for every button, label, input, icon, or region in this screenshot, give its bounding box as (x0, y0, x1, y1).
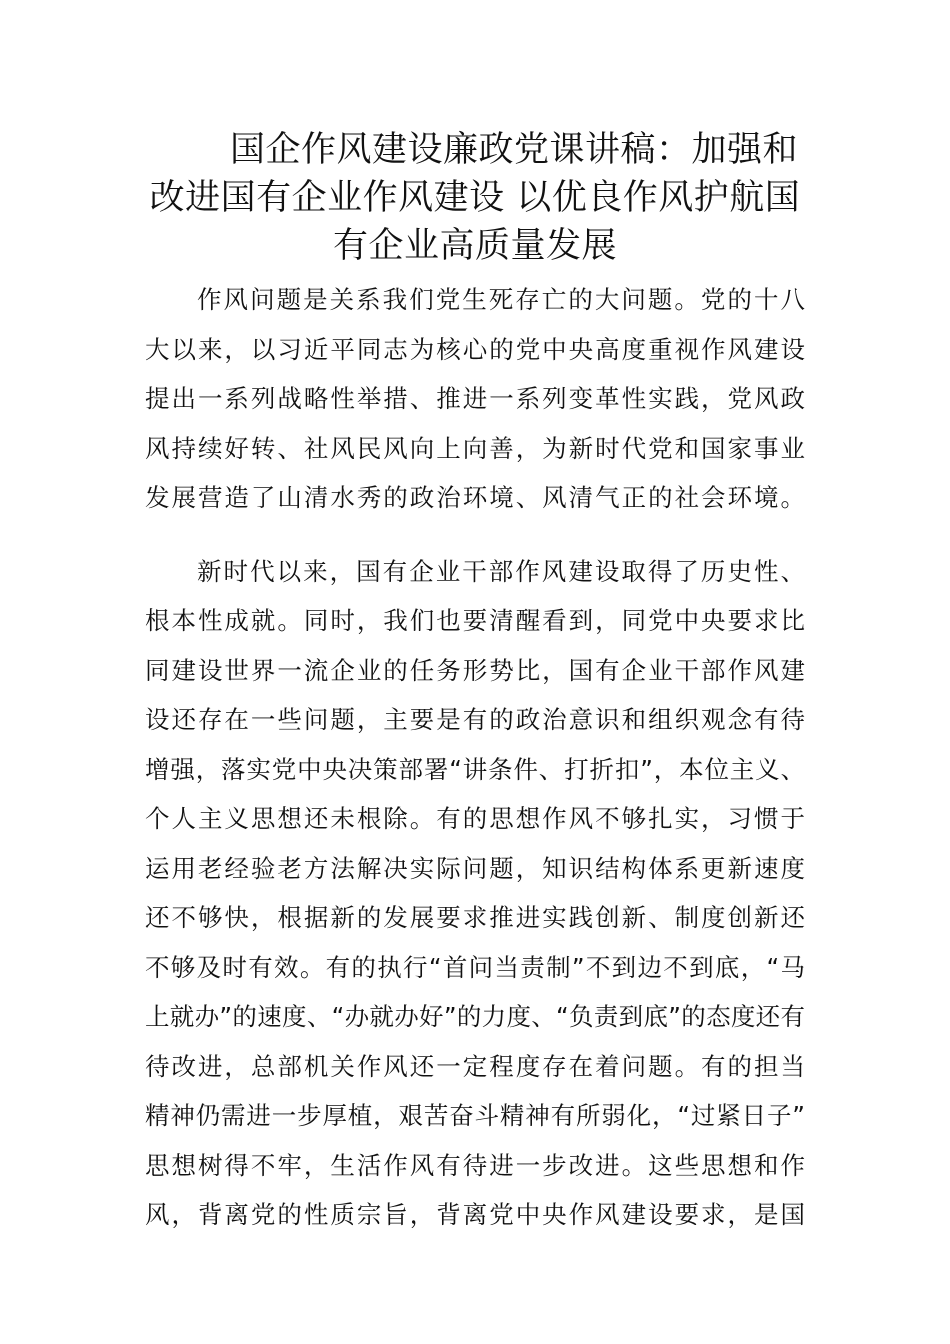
text-line: 大以来，以习近平同志为核心的党中央高度重视作风建设 (145, 334, 805, 364)
text-line: 发展营造了山清水秀的政治环境、风清气正的社会环境。 (145, 483, 805, 512)
text-line: 提出一系列战略性举措、推进一系列变革性实践，党风政 (145, 384, 805, 413)
text-line: 运用老经验老方法解决实际问题，知识结构体系更新速度 (145, 853, 805, 883)
text-line: 根本性成就。同时，我们也要清醒看到，同党中央要求比 (145, 606, 805, 635)
text-line: 增强，落实党中央决策部署“讲条件、打折扣”，本位主义、 (145, 754, 805, 784)
text-line (145, 275, 805, 325)
title-line: 有企业高质量发展 (332, 226, 617, 266)
text-line: 设还存在一些问题，主要是有的政治意识和组织观念有待 (145, 705, 805, 734)
paragraph (145, 547, 805, 1240)
text-line: 个人主义思想还未根除。有的思想作风不够扎实，习惯于 (145, 804, 805, 833)
text-line: 不够及时有效。有的执行“首问当责制”不到边不到底，“马 (145, 952, 805, 982)
text-line: 还不够快，根据新的发展要求推进实践创新、制度创新还 (145, 903, 805, 932)
text-line: 思想树得不牢，生活作风有待进一步改进。这些思想和作 (145, 1150, 805, 1180)
text-line: 待改进，总部机关作风还一定程度存在着问题。有的担当 (145, 1051, 805, 1081)
document-title (140, 126, 810, 270)
text-line: 风持续好转、社风民风向上向善，为新时代党和国家事业 (145, 433, 805, 463)
text-line: 同建设世界一流企业的任务形势比，国有企业干部作风建 (145, 655, 805, 685)
paragraph (145, 275, 805, 523)
title-line: 国企作风建设廉政党课讲稿：加强和 (230, 130, 799, 170)
document-body (145, 275, 805, 1240)
text-line: 精神仍需进一步厚植，艰苦奋斗精神有所弱化，“过紧日子” (145, 1101, 805, 1130)
text-line (145, 547, 805, 597)
text-line: 风，背离党的性质宗旨，背离党中央作风建设要求，是国 (145, 1200, 805, 1229)
text-line: 上就办”的速度、“办就办好”的力度、“负责到底”的态度还有 (145, 1002, 805, 1031)
title-line: 改进国有企业作风建设 以优良作风护航国 (149, 178, 801, 218)
text-line-content: 作风问题是关系我们党生死存亡的大问题。党的十八 (195, 285, 805, 314)
text-line-content: 新时代以来，国有企业干部作风建设取得了历史性、 (195, 556, 805, 586)
